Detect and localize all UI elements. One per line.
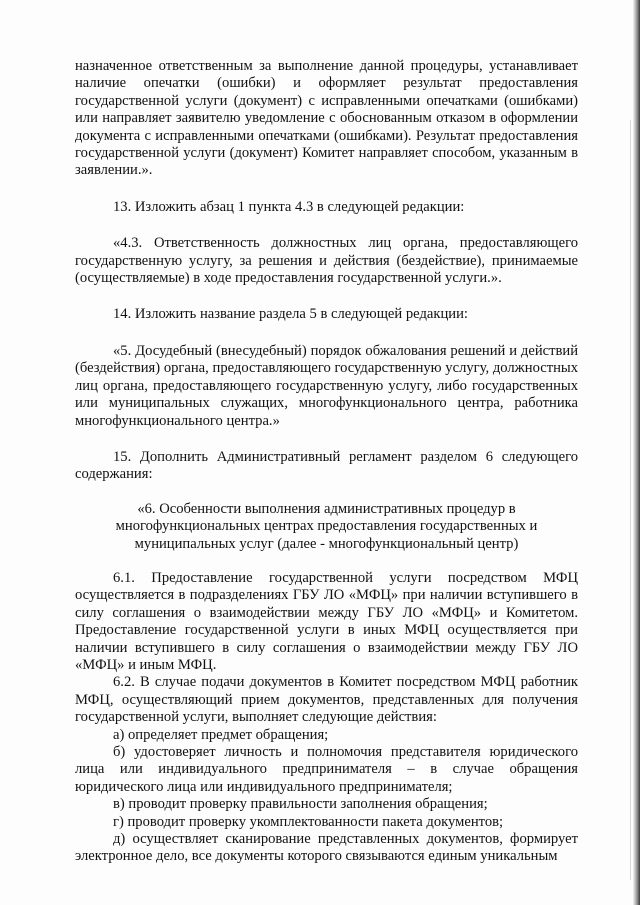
section-6-heading: «6. Особенности выполнения административных процедур в многофункциональных центрах предоставления государственных и муниципальных услуг (далее - многофункциональный центр) bbox=[115, 500, 538, 552]
intro-paragraph: назначенное ответственным за выполнение данной процедуры, устанавливает наличие опечатки (ошибки) и оформляет результат предоставления государственной услуги (документ) с исправленными опечатками (ошибками) или направляет заявителю уведомление с обоснованным отказом в оформлении документа с исправленными опечатками (ошибками). Результат предоставления государственной услуги (документ) Комитет направляет способом, указанным в заявлении.». bbox=[75, 58, 578, 179]
paragraph-6-2: 6.2. В случае подачи документов в Комитет посредством МФЦ работник МФЦ, осуществляющий прием документов, представленных для получения государственной услуги, выполняет следующие действия: bbox=[75, 674, 578, 726]
list-item-a: а) определяет предмет обращения; bbox=[113, 726, 329, 743]
list-item-v: в) проводит проверку правильности заполнения обращения; bbox=[113, 796, 488, 813]
item-15: 15. Дополнить Административный регламент разделом 6 следующего содержания: bbox=[75, 448, 578, 483]
item-13: 13. Изложить абзац 1 пункта 4.3 в следующей редакции: bbox=[113, 198, 465, 215]
item-14-text: «5. Досудебный (внесудебный) порядок обжалования решений и действий (бездействия) органа, предоставляющего государственную услугу, должностных лиц органа, предоставляющего государственную услугу, либо государственных или муниципальных служащих, многофункционального центра, работника многофункционального центра.» bbox=[75, 342, 578, 429]
list-item-d: д) осуществляет сканирование представленных документов, формирует электронное дело, все документы которого связываются единым уникальным bbox=[75, 831, 578, 865]
paragraph-6-1: 6.1. Предоставление государственной услуги посредством МФЦ осуществляется в подразделениях ГБУ ЛО «МФЦ» при наличии вступившего в силу соглашения о взаимодействии между ГБУ ЛО «МФЦ» и Комитетом. Предоставление государственной услуги в иных МФЦ осуществляется при наличии вступившего в силу соглашения о взаимодействии между ГБУ ЛО «МФЦ» и иным МФЦ. bbox=[75, 569, 578, 673]
item-13-text: «4.3. Ответственность должностных лиц органа, предоставляющего государственную услугу, за решения и действия (бездействие), принимаемые (осуществляемые) в ходе предоставления государственной услуги.». bbox=[75, 235, 578, 287]
scan-edge-line bbox=[630, 120, 631, 880]
list-item-g: г) проводит проверку укомплектованности пакета документов; bbox=[113, 813, 504, 830]
scan-edge bbox=[633, 0, 640, 905]
list-item-b: б) удостоверяет личность и полномочия представителя юридического лица или индивидуального предпринимателя – в случае обращения юридического лица или индивидуального предпринимателя; bbox=[75, 744, 578, 795]
document-body bbox=[75, 58, 578, 866]
item-14: 14. Изложить название раздела 5 в следующей редакции: bbox=[113, 306, 468, 323]
